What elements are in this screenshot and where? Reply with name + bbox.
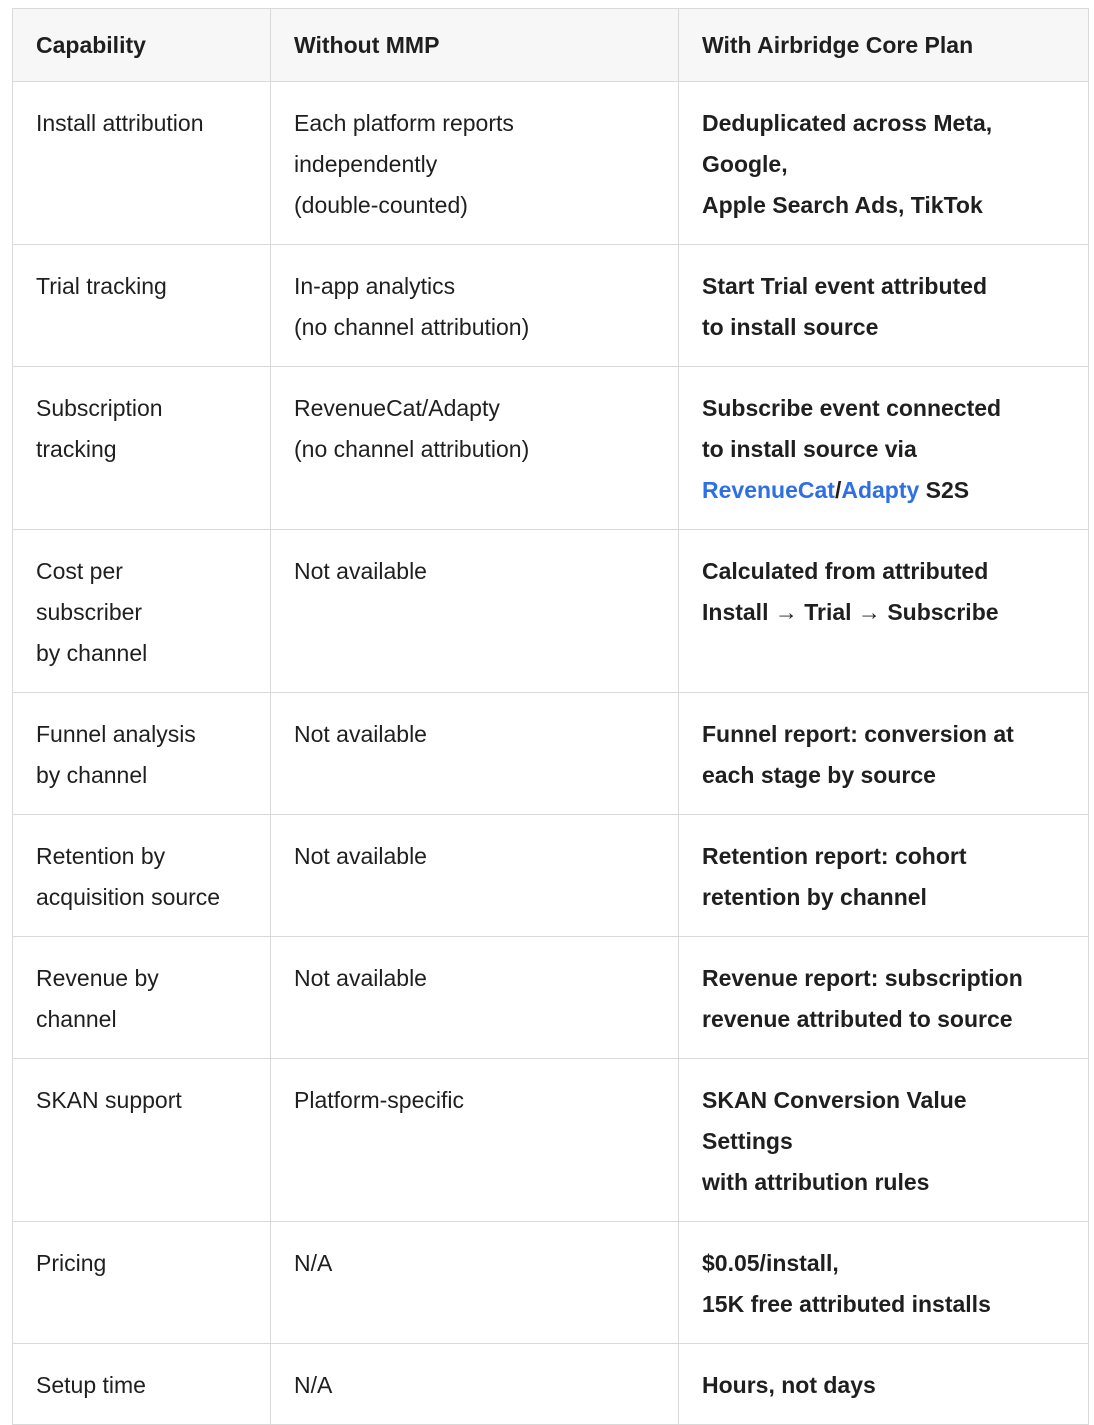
comparison-table-container	[12, 8, 1088, 1425]
without-mmp-cell	[271, 1344, 679, 1425]
with-airbridge-cell	[679, 245, 1089, 367]
table-row	[13, 1059, 1089, 1222]
without-mmp-text: (double-counted)	[294, 192, 468, 218]
capability-text: Trial tracking	[36, 273, 167, 299]
with-airbridge-text: 15K free attributed installs	[702, 1291, 991, 1317]
with-airbridge-text: Retention report: cohort	[702, 843, 967, 869]
table-row	[13, 367, 1089, 530]
with-airbridge-cell	[679, 530, 1089, 693]
without-mmp-text: (no channel attribution)	[294, 314, 530, 340]
with-airbridge-text: to install source	[702, 314, 879, 340]
capability-text: Subscription	[36, 395, 163, 421]
with-airbridge-cell	[679, 1222, 1089, 1344]
capability-text: Setup time	[36, 1372, 146, 1398]
revenuecat-link[interactable]: RevenueCat	[702, 477, 835, 503]
without-mmp-cell	[271, 367, 679, 530]
capability-text: channel	[36, 1006, 117, 1032]
table-row	[13, 693, 1089, 815]
with-airbridge-text: each stage by source	[702, 762, 936, 788]
capability-cell	[13, 1344, 271, 1425]
with-airbridge-text: SKAN Conversion Value	[702, 1087, 967, 1113]
capability-cell	[13, 245, 271, 367]
header-without-mmp: Without MMP	[271, 9, 679, 82]
with-airbridge-cell	[679, 815, 1089, 937]
without-mmp-cell	[271, 82, 679, 245]
without-mmp-text: Platform-specific	[294, 1087, 464, 1113]
capability-text: Install attribution	[36, 110, 204, 136]
capability-text: acquisition source	[36, 884, 221, 910]
capability-cell	[13, 530, 271, 693]
capability-cell	[13, 1059, 271, 1222]
without-mmp-text: Not available	[294, 558, 427, 584]
without-mmp-cell	[271, 530, 679, 693]
without-mmp-text: (no channel attribution)	[294, 436, 530, 462]
table-header	[13, 9, 1089, 82]
capability-text: subscriber	[36, 599, 143, 625]
capability-cell	[13, 82, 271, 245]
capability-text: Revenue by	[36, 965, 159, 991]
with-airbridge-text: Subscribe event connected	[702, 395, 1002, 421]
without-mmp-text: Each platform reports	[294, 110, 514, 136]
header-capability: Capability	[13, 9, 271, 82]
without-mmp-cell	[271, 815, 679, 937]
with-airbridge-text: to install source via	[702, 436, 917, 462]
with-airbridge-text: Revenue report: subscription	[702, 965, 1023, 991]
without-mmp-cell	[271, 1059, 679, 1222]
with-airbridge-text: Start Trial event attributed	[702, 273, 988, 299]
capability-text: by channel	[36, 762, 148, 788]
without-mmp-text: N/A	[294, 1250, 333, 1276]
with-airbridge-text: Settings	[702, 1128, 793, 1154]
with-airbridge-text: revenue attributed to source	[702, 1006, 1013, 1032]
with-airbridge-text: Calculated from attributed	[702, 558, 989, 584]
with-airbridge-text: Funnel report: conversion at	[702, 721, 1014, 747]
header-with-airbridge: With Airbridge Core Plan	[679, 9, 1089, 82]
capability-text: Retention by	[36, 843, 166, 869]
with-airbridge-cell	[679, 1344, 1089, 1425]
header-row	[13, 9, 1089, 82]
with-airbridge-text: Google,	[702, 151, 788, 177]
table-row	[13, 937, 1089, 1059]
with-airbridge-text: retention by channel	[702, 884, 927, 910]
capability-cell	[13, 693, 271, 815]
with-airbridge-cell	[679, 1059, 1089, 1222]
without-mmp-cell	[271, 245, 679, 367]
without-mmp-text: In-app analytics	[294, 273, 456, 299]
capability-cell	[13, 815, 271, 937]
capability-text: by channel	[36, 640, 148, 666]
without-mmp-text: independently	[294, 151, 438, 177]
without-mmp-cell	[271, 693, 679, 815]
with-airbridge-text: $0.05/install,	[702, 1250, 839, 1276]
table-row	[13, 82, 1089, 245]
comparison-table	[12, 8, 1089, 1425]
capability-text: tracking	[36, 436, 117, 462]
with-airbridge-cell	[679, 937, 1089, 1059]
without-mmp-cell	[271, 1222, 679, 1344]
with-airbridge-text: Install → Trial → Subscribe	[702, 599, 999, 625]
capability-cell	[13, 937, 271, 1059]
capability-cell	[13, 1222, 271, 1344]
table-row	[13, 245, 1089, 367]
with-airbridge-text: with attribution rules	[702, 1169, 930, 1195]
capability-text: Pricing	[36, 1250, 107, 1276]
without-mmp-text: Not available	[294, 965, 427, 991]
with-airbridge-text: Hours, not days	[702, 1372, 876, 1398]
capability-text: Cost per	[36, 558, 123, 584]
table-row	[13, 1344, 1089, 1425]
with-airbridge-text: Apple Search Ads, TikTok	[702, 192, 983, 218]
with-airbridge-cell	[679, 693, 1089, 815]
table-body	[13, 82, 1089, 1425]
table-row	[13, 530, 1089, 693]
capability-text: Funnel analysis	[36, 721, 196, 747]
table-row	[13, 815, 1089, 937]
without-mmp-text: N/A	[294, 1372, 333, 1398]
with-airbridge-text: Deduplicated across Meta,	[702, 110, 993, 136]
adapty-link[interactable]: Adapty	[841, 477, 920, 503]
link-separator: /	[834, 477, 842, 503]
table-row	[13, 1222, 1089, 1344]
capability-text: SKAN support	[36, 1087, 182, 1113]
without-mmp-text: RevenueCat/Adapty	[294, 395, 500, 421]
with-airbridge-cell	[679, 367, 1089, 530]
without-mmp-text: Not available	[294, 843, 427, 869]
s2s-suffix: S2S	[919, 477, 970, 503]
without-mmp-cell	[271, 937, 679, 1059]
without-mmp-text: Not available	[294, 721, 427, 747]
with-airbridge-cell	[679, 82, 1089, 245]
capability-cell	[13, 367, 271, 530]
with-airbridge-link-line	[702, 470, 1066, 511]
